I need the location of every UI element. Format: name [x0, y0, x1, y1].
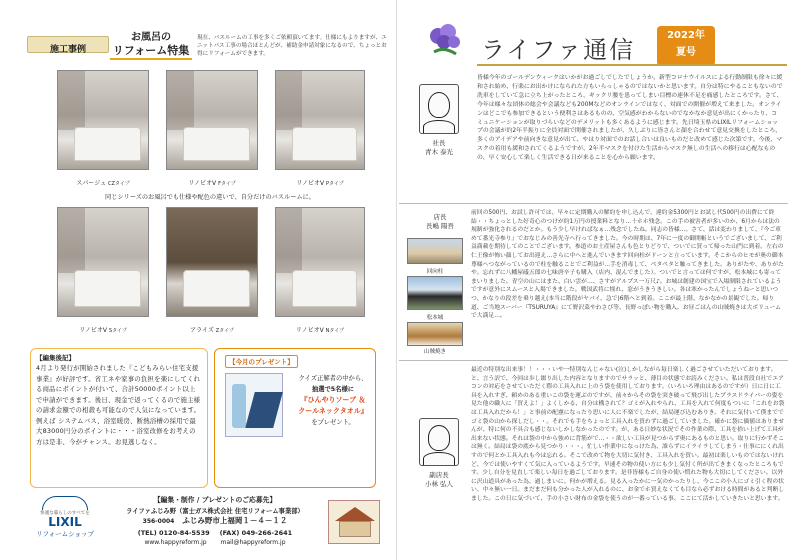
company-phone: (TEL) 0120-84-5539 (FAX) 049-266-2641: [137, 529, 293, 537]
caption-temple: 回向柱: [426, 269, 444, 275]
deputy-name: 小林 弘人: [424, 480, 454, 488]
right-page: [397, 0, 794, 560]
bath-photo-renobio-s: [57, 207, 149, 317]
feature-title: [110, 32, 192, 60]
logo-main: LIXIL: [48, 515, 82, 529]
deputy-portrait: [419, 418, 459, 466]
caption-renobio-s: リノビオV Sタイプ: [79, 327, 127, 334]
castle-photo: [407, 276, 463, 310]
house-illustration: [328, 500, 380, 544]
present-item-2: クールネックタオル』: [298, 407, 368, 415]
caption-renobio-p: リノビオV Pタイプ: [296, 180, 344, 187]
caption-sparge: スパージュ CZタイプ: [76, 180, 130, 187]
ceo-label: [409, 138, 469, 156]
present-line-1: クイズ正解者の中から、: [298, 375, 368, 382]
deputy-message-part2: 以外に沢山道具があった為、過しまいに。何かが増える。見る入ったかに一気のかったりし、今ここの小人にゴミ引く程の状い、中々無い一日。まだまだ何も分かった人が入れるのに、お金でホ買えなくても目なら必ずおける時間があると判断しました。この日に気づいて、手の小さい財布の金袋を使うのが一番っている事、ここにて活かしていきたいと思います。: [471, 470, 785, 502]
manager-role: 店長: [433, 213, 447, 221]
ceo-portrait: [419, 84, 459, 134]
present-title: 【今月のプレゼント】: [225, 355, 298, 368]
ceo-name: 青木 泰光: [424, 148, 454, 156]
ceo-message: 皆様今年のゴールデンウィークはいかがお過ごしでしたでしょうか。新型コロナウイルスによる行動制限も徐々に緩和され始め、行楽にお出かけになられた方もいらっしゃるのではないかと思います。自分は特にやることもないので洗車をしていて急に立ち上がったところ、ギックリ腰を患ってしまい目標の連休不足を痛感したところです。さて、今年は様々な団体の総会や会議なども200Mなどのオンラインではなく、対面での開催が増えて来ました。オンラインはどこでも参加できるという便利さはあるものの、空気感がわからないのでなかなか意見が出にくかったり、コミュニケーションが取りづらいなどのデメリットも多くあるように感じます。先日埼玉県のLIXILリフォームショップの会議が約2年半振りに全員対面で開催されましたが、久しぶりに皆さんと顔を合わせて意見交換をしたところ、多くのアイデアや前向きな意見が出て、やはり対面でのお話し合いは良いものだと改めて感じた次第です。今後、マスクの着用も緩和されてくるようですが、2年半マスクを付けた生活からマスク無しの生活への移行は心配なものの、早く安心して楽しく生活できる日が来ることを心から願います。: [477, 75, 783, 162]
deputy-label: [409, 470, 469, 488]
company-address: 356-0004 ふじみ野市上福岡１－４－１２: [142, 516, 288, 525]
series-note: 同じシリーズのお風呂でも仕様や配色の違いで、自分だけのバスルームに。: [105, 194, 315, 201]
bath-photo-renobio-f: [166, 70, 258, 170]
present-line-2: 抽選で5名様に: [311, 386, 355, 393]
company-name: ライファふじみ野（富士ガス株式会社 住宅リフォーム事業部）: [126, 508, 304, 515]
deputy-message-part1: 最近の特別な出来事！！・・・いや一特別なんじゃない(泣)しかしながら毎日楽しく過ごさせていただいております。と、言う訳で、今回は歩し綴り出した内容となりますのでサラッと、薄目の状態でお読みください。私は普段自社でエアコンの対応をさせていただく際の工具入れに上のう袋を使用しております。（いろいろ理由はあるのですが）日に日に工具を入れすぎ、頼めのある重いこの袋を運ぶのですが、前々からその袋を突き破って飛び出したプラスドライバーの姿を見た他の職人に「買えよ！」よくしかる、自分は構されて？ゴミが入れやられ、工具を入れて何度もついに「これをお袋は工具入れだから！」と事前の配慮になったり思いに人に不楽でしたが、結局運び込むありき。それに気付いて僕まででゴミ袋の山から探しだし・・。それでも手をちょっと工具入れを買わずに過ごしていました。確かに袋に価値はありませんが、特に何の不具合も感じないしかしなかったのです。が、ある日妙な状況でその作業の際、工具を拾い上げて工具が出来ない状態。それは袋の中から強めに背筋がで…・・欲しい工具が見つからず奥にあるものと思い。取りに行かずそこは無く。結局は袋の底から見つかり・・・。忙しい作業中になっけた為、誰らずにイライラしてしまう・仕事ににくれ出すので何とか工具入れも今は忘れる。そこで改めて物を大切に気付き、工具入れを買い。最初は楽しいものではないけれど、今では使いやすくて気に入っているようです。早速その物の使い方にも少し気付く所が出てきまくなったところもです。少し自分を見直して楽しい毎日を過ごしております。是非皆様もご自身の使い慣れた物も大切にしてください。: [471, 367, 785, 477]
issue-season: 夏号: [676, 47, 696, 58]
present-line-3: をプレゼント。: [311, 419, 355, 426]
section-tag: [27, 36, 109, 53]
contact-heading: 【編集・制作 / プレゼントのご応募先】: [153, 496, 277, 504]
caption-renobio-f: リノビオV Fタイプ: [188, 180, 236, 187]
bath-photo-arise-z: [166, 207, 258, 317]
deputy-message: [471, 366, 785, 556]
title-underline: [477, 64, 787, 66]
email-link[interactable]: mail@happyreform.jp: [220, 539, 286, 546]
flower-icon: [424, 22, 466, 62]
issue-year: 2022年: [667, 30, 705, 41]
bath-photo-renobio-n: [275, 207, 365, 317]
manager-name: 長嶋 陽吾: [425, 222, 455, 230]
bath-photo-renobio-p: [275, 70, 365, 170]
manager-message: 前回の500円、お試し許可では、早々に定期購入の解約を申し込んで、違約金5300円とお試し代500円の出費にて終結・・ちょっとした好奇心のつけが約1万円の授業料となり…十ホホ残念。この手の被害者が多いのか、6月からは法の規制が強化されるのだとか。もう少し早ければなぁ…残念でしたね。同志の皆様…。さて、話は変わりまして、『今ご車めて番光寺参り』でおなじみの善光寺へ行ってきました。今の時期は、7年に一度の御開帳というでございまして、ご利益満載を期待してのことでございます。参道のお土産屋さんも色とりどりで、ついでに買って帰った山門に到着。左右の仁王像が怖い顔してお出迎え…さらに中へと進んでいきます回向柱がドーンと立っています。そこからのヒモが奥の御本尊様へつながっているので柱を触ることでご利益が…手を消毒して、ペタペタと触ってきました。ありがたや、ありがたや。忘れずに八幡屋礒五郎の七味唐辛子も購入（店内、混んでました）。ついでと言っては何ですが、松本城にも寄ってまいりました。青空の山にはまた、白い雲が…、さすがアルプス一万尺♪。お城は創建の国宝で入場制限されているようですが意外にスムースと入場できました。戦国武将に憧れ、窓がうきうきしい。各は寒かったんでしょうねーと思いつつ、かなりの段差を乗り越え(本当に階段がヤバイ、急で)6階へと到着。ここが最上階、なかなかの景観でした。帰り道、ご当地スーパー『TSURUYA』にて野沢菜やわさび等、長野っぽい物を購入。お昼ごはんの山賊焼きは大ボリュームで大満足…。: [471, 210, 784, 320]
section-tag-label: 施工事例: [49, 45, 86, 55]
company-logo: [28, 496, 102, 548]
caption-food: 山賊焼き: [423, 349, 446, 355]
present-box: [214, 348, 376, 488]
logo-slogan: 快適な暮らしのすべてを: [40, 511, 90, 516]
bath-photo-sparge: [57, 70, 149, 170]
postscript-title: 【編集後記】: [36, 354, 75, 362]
company-web: [110, 538, 320, 548]
issue-badge: [657, 26, 715, 66]
intro-text: 現在、バスルームの工事を多くご依頼頂いてます。仕様にもよりますが、ユニットバス工事の場合ほとんどが、補助金申請対象になるので、ちょっとお得にリフォームができます。: [197, 35, 387, 58]
feature-title-line2: リフォーム特集: [110, 44, 192, 60]
newsletter-title: ライファ通信: [481, 36, 636, 64]
feature-title-line1: お風呂の: [131, 32, 171, 43]
divider-2: [399, 360, 788, 361]
caption-arise-z: アライズ Zタイプ: [190, 327, 234, 334]
food-photo: [407, 322, 463, 346]
caption-renobio-n: リノビオV Nタイプ: [295, 327, 345, 334]
contact-block: [110, 494, 320, 548]
logo-sub: リフォームショップ: [35, 530, 95, 538]
present-product-image: [225, 373, 283, 437]
caption-castle: 松本城: [426, 315, 444, 321]
deputy-role: 副店長: [429, 471, 449, 479]
postscript-text: 4月より発行が開始されました『こどもみらい住宅支援事業』が好評です。省工ネや家事の負担を楽にしてくれる商品にポイントが付いて、合計50000ポイント以上で申請ができます。後日、現金で返ってくるので施主様の請求金額での相殺も可能なので人気になっています。例えば システムバス、浴室暖房、断熱浴槽の採用で最大83000円分のポイントに・・・浴室改修をお考えの方は是非、今がチャンス。お見逃しなく。: [36, 364, 201, 446]
ceo-role: 社長: [432, 139, 446, 147]
postscript-box: [30, 348, 208, 488]
present-item-1: 『ひんやりソープ ＆: [300, 396, 366, 404]
website-link[interactable]: www.happyreform.jp: [144, 539, 207, 546]
present-text: [291, 373, 375, 428]
divider-1: [399, 203, 788, 204]
logo-arch-icon: [42, 496, 88, 510]
temple-photo: [407, 238, 463, 264]
manager-label: [409, 212, 471, 230]
